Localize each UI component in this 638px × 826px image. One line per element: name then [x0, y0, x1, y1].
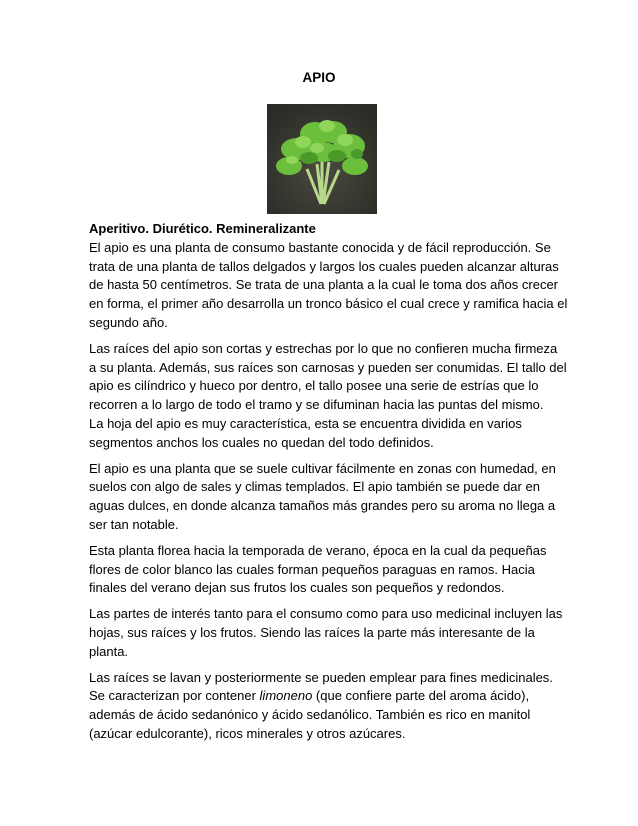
text-line: La hoja del apio es muy característica, esta se encuentra dividida en varios [89, 415, 522, 431]
document-body [89, 220, 568, 751]
text-line: Las partes de interés tanto para el consumo como para uso medicinal incluyen las [89, 606, 563, 622]
text-line: Esta planta florea hacia la temporada de verano, época en la cual da pequeñas [89, 542, 547, 558]
text-line: además de ácido sedanónico y ácido sedanólico. También es rico en manitol [89, 707, 531, 723]
text-line: Las raíces se lavan y posteriormente se pueden emplear para fines medicinales. [89, 669, 553, 685]
text-line: planta. [89, 643, 129, 659]
page-title: APIO [302, 70, 336, 85]
paragraph [89, 669, 559, 744]
italic-term: limoneno [259, 688, 313, 704]
text-line: ser tan notable. [89, 516, 179, 532]
text-line: hojas, sus raíces y los frutos. Siendo las raíces la parte más interesante de la [89, 624, 535, 640]
paragraphs [89, 239, 568, 744]
text-line: flores de color blanco las cuales forman pequeños paraguas en ramos. Hacia [89, 561, 535, 577]
text-line: El apio es una planta que se suele cultivar fácilmente en zonas con humedad, en [89, 460, 556, 476]
paragraph [89, 460, 559, 535]
celery-plant-photo [267, 104, 377, 214]
text-line: finales del verano dejan sus frutos los cuales son pequeños y redondos. [89, 580, 505, 596]
text-line: El apio es una planta de consumo bastante conocida y de fácil reproducción. Se [89, 239, 551, 255]
subtitle: Aperitivo. Diurético. Remineralizante [89, 221, 316, 236]
paragraph [89, 340, 567, 453]
celery-plant-icon [267, 104, 377, 214]
text-line: recorren a lo largo de todo el tramo y se difuminan hacia las puntas del mismo. [89, 397, 544, 413]
text-segment: (que confiere parte del aroma ácido), [312, 688, 530, 704]
text-line [89, 687, 559, 706]
text-line: (azúcar edulcorante), ricos minerales y otros azúcares. [89, 725, 406, 741]
text-segment: Se caracterizan por contener [89, 688, 260, 704]
text-line: aguas dulces, en donde alcanza tamaños más grandes pero su aroma no llega a [89, 498, 556, 514]
text-line: trata de una planta de tallos delgados y largos los cuales pueden alcanzar alturas [89, 258, 559, 274]
text-line: apio es cilíndrico y hueco por dentro, el tallo posee una serie de estrías que lo [89, 378, 539, 394]
text-line: en forma, el primer año desarrolla un tronco básico el cual crece y ramifica hacia el [89, 296, 568, 312]
paragraph [89, 605, 563, 661]
text-line: Las raíces del apio son cortas y estrechas por lo que no confieren mucha firmeza [89, 340, 558, 356]
text-line: segmentos anchos los cuales no quedan del todo definidos. [89, 434, 434, 450]
text-line: a su planta. Además, sus raíces son carnosas y pueden ser conumidas. El tallo del [89, 359, 567, 375]
text-line: de hasta 50 centímetros. Se trata de una planta a la cual le toma dos años crecer [89, 277, 559, 293]
paragraph [89, 542, 559, 598]
text-line: suelos con algo de sales y climas templados. El apio también se puede dar en [89, 479, 540, 495]
text-line: segundo año. [89, 314, 168, 330]
paragraph [89, 239, 568, 333]
